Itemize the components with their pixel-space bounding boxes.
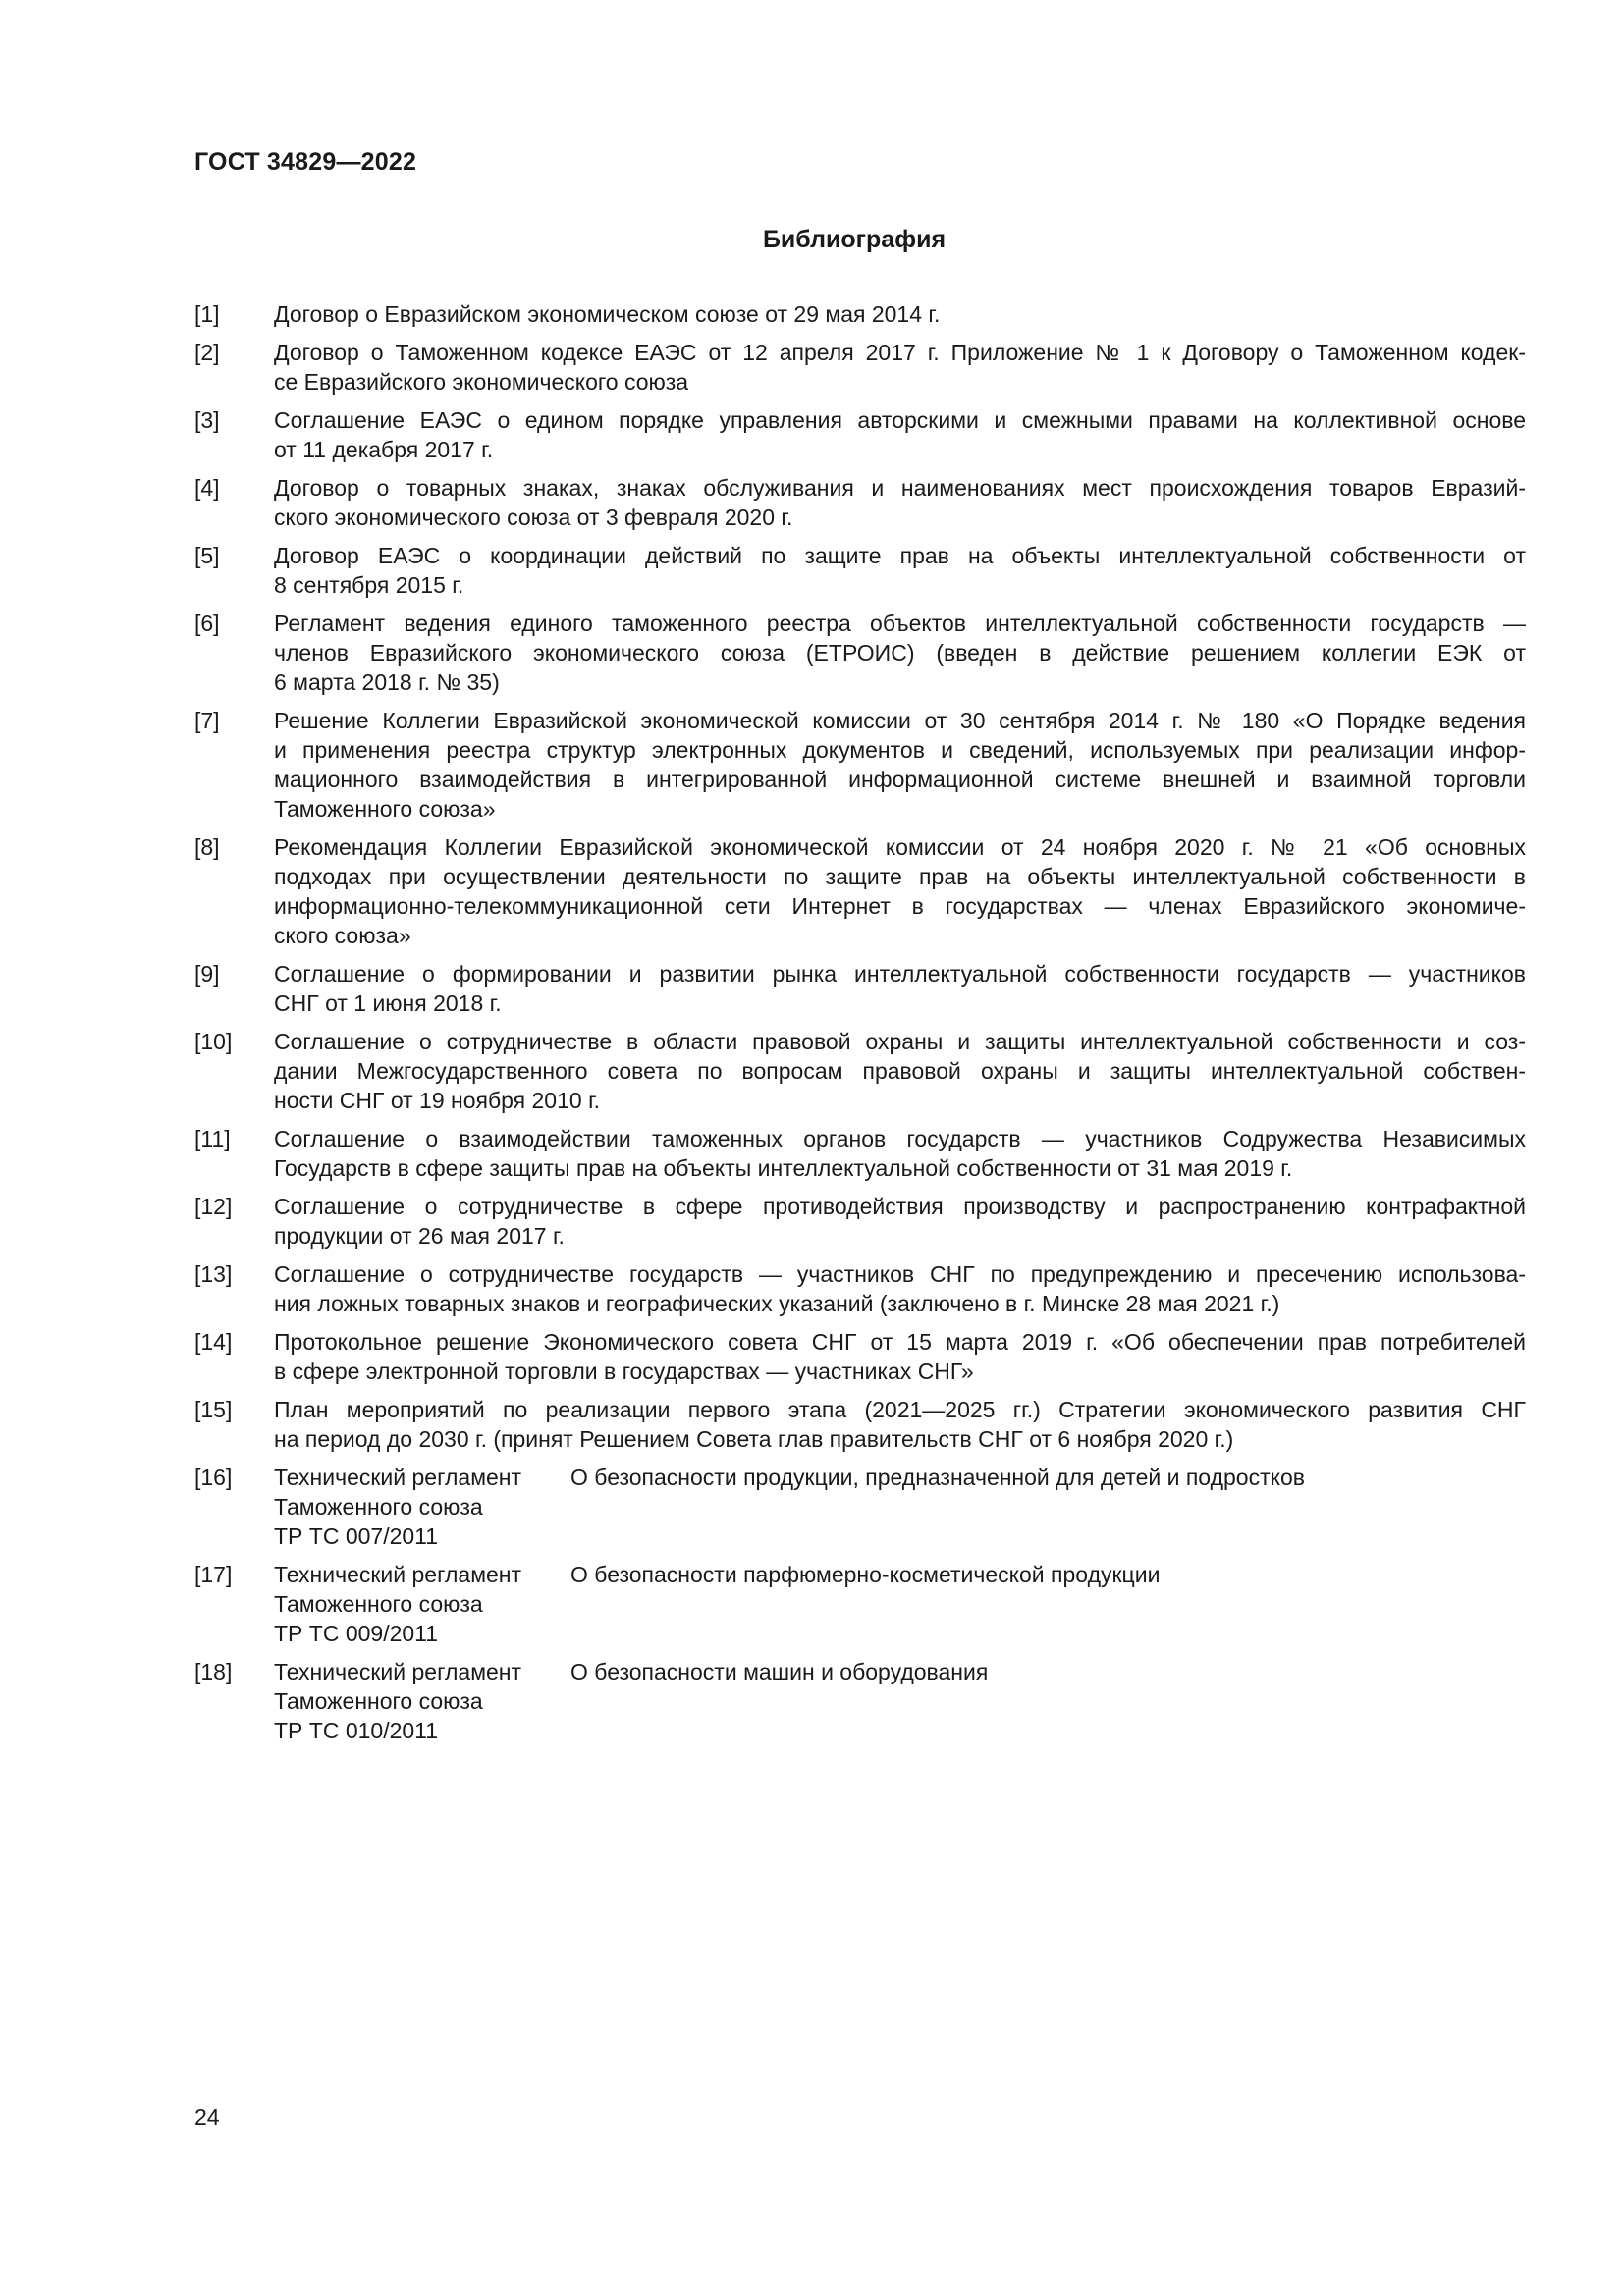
regulation-name-line: Таможенного союза xyxy=(274,1494,483,1520)
entry-text xyxy=(274,473,1526,532)
bibliography-entry xyxy=(194,1124,1526,1183)
entry-text xyxy=(274,1027,1526,1115)
entry-line: Регламент ведения единого таможенного реестра объектов интеллектуальной собственности государств — xyxy=(274,611,1526,636)
entry-text xyxy=(274,1657,1526,1745)
entry-text xyxy=(274,1327,1526,1386)
entry-number: [12] xyxy=(194,1194,233,1219)
entry-text xyxy=(274,1463,1526,1551)
bibliography-entry xyxy=(194,1395,1526,1454)
entry-number: [2] xyxy=(194,340,220,365)
regulation-name-line: Технический регламент xyxy=(274,1562,522,1587)
entry-line: дании Межгосударственного совета по вопросам правовой охраны и защиты интеллектуальной собствен- xyxy=(274,1058,1526,1084)
entry-line: Договор о Таможенном кодексе ЕАЭС от 12 апреля 2017 г. Приложение № 1 к Договору о Таможенном кодек- xyxy=(274,340,1526,365)
entry-number: [16] xyxy=(194,1465,233,1490)
entry-line: Договор о Евразийском экономическом союзе от 29 мая 2014 г. xyxy=(274,301,941,327)
technical-regulation-entry xyxy=(194,1560,1526,1648)
entry-number: [10] xyxy=(194,1029,233,1054)
entry-line: Государств в сфере защиты прав на объекты интеллектуальной собственности от 31 мая 2019 г. xyxy=(274,1155,1293,1181)
entry-line: ности СНГ от 19 ноября 2010 г. xyxy=(274,1088,601,1113)
regulation-code: ТР ТС 010/2011 xyxy=(274,1718,439,1743)
entry-line: членов Евразийского экономического союза (ЕТРОИС) (введен в действие решением коллегии ЕЭК от xyxy=(274,640,1526,666)
entry-number: [5] xyxy=(194,543,220,568)
entry-line: Соглашение ЕАЭС о едином порядке управления авторскими и смежными правами на коллективной основе xyxy=(274,407,1526,433)
entry-line: в сфере электронной торговли в государствах — участниках СНГ» xyxy=(274,1359,974,1384)
entry-line: ния ложных товарных знаков и географических указаний (заключено в г. Минске 28 мая 2021 г.) xyxy=(274,1291,1280,1316)
entry-text xyxy=(274,959,1526,1018)
entry-number: [7] xyxy=(194,708,220,733)
regulation-name xyxy=(274,1463,570,1551)
entry-number: [15] xyxy=(194,1397,233,1422)
regulation-title: О безопасности продукции, предназначенной для детей и подростков xyxy=(570,1465,1305,1490)
entry-text xyxy=(274,1259,1526,1318)
bibliography-entry xyxy=(194,959,1526,1018)
entry-line: 6 марта 2018 г. № 35) xyxy=(274,669,500,695)
entry-number: [6] xyxy=(194,611,220,636)
bibliography-entry xyxy=(194,473,1526,532)
bibliography-entry xyxy=(194,1327,1526,1386)
bibliography-entry xyxy=(194,1192,1526,1251)
bibliography-entry xyxy=(194,609,1526,697)
entry-line: Соглашение о сотрудничестве государств — участников СНГ по предупреждению и пресечению использова- xyxy=(274,1261,1526,1287)
regulation-title: О безопасности машин и оборудования xyxy=(570,1659,989,1684)
entry-text xyxy=(274,1560,1526,1648)
entry-line: План мероприятий по реализации первого этапа (2021—2025 гг.) Стратегии экономического развития СНГ xyxy=(274,1397,1526,1422)
entry-line: от 11 декабря 2017 г. xyxy=(274,437,494,462)
regulation-code: ТР ТС 007/2011 xyxy=(274,1523,439,1549)
regulation-name-line: Технический регламент xyxy=(274,1465,522,1490)
entry-line: и применения реестра структур электронных документов и сведений, используемых при реализации инфор- xyxy=(274,737,1526,763)
entry-line: 8 сентября 2015 г. xyxy=(274,572,464,598)
entry-line: Соглашение о формировании и развитии рынка интеллектуальной собственности государств — участников xyxy=(274,961,1526,987)
entry-line: Протокольное решение Экономического совета СНГ от 15 марта 2019 г. «Об обеспечении прав потребителей xyxy=(274,1329,1526,1355)
entry-number: [13] xyxy=(194,1261,233,1287)
entry-number: [14] xyxy=(194,1329,233,1355)
entry-number: [9] xyxy=(194,961,220,987)
entry-text xyxy=(274,299,1526,329)
page-number: 24 xyxy=(194,2105,220,2130)
regulation-title: О безопасности парфюмерно-косметической продукции xyxy=(570,1562,1161,1587)
section-title: Библиография xyxy=(762,226,947,253)
entry-line: Соглашение о сотрудничестве в области правовой охраны и защиты интеллектуальной собственности и соз- xyxy=(274,1029,1526,1054)
bibliography-list xyxy=(194,299,1526,1754)
entry-text xyxy=(274,832,1526,950)
entry-text xyxy=(274,1124,1526,1183)
entry-number: [3] xyxy=(194,407,220,433)
entry-line: Рекомендация Коллегии Евразийской экономической комиссии от 24 ноября 2020 г. № 21 «Об основных xyxy=(274,834,1526,860)
technical-regulation-entry xyxy=(194,1463,1526,1551)
bibliography-entry xyxy=(194,541,1526,600)
entry-line: Соглашение о сотрудничестве в сфере противодействия производству и распространению контрафактной xyxy=(274,1194,1526,1219)
bibliography-entry xyxy=(194,1027,1526,1115)
entry-text xyxy=(274,338,1526,397)
technical-regulation-entry xyxy=(194,1657,1526,1745)
entry-number: [18] xyxy=(194,1659,233,1684)
regulation-name-line: Таможенного союза xyxy=(274,1688,483,1714)
entry-text xyxy=(274,1395,1526,1454)
entry-line: мационного взаимодействия в интегрированной информационной системе внешней и взаимной торговли xyxy=(274,767,1526,792)
regulation-name xyxy=(274,1657,570,1745)
regulation-code: ТР ТС 009/2011 xyxy=(274,1621,439,1646)
entry-number: [17] xyxy=(194,1562,233,1587)
regulation-name-line: Технический регламент xyxy=(274,1659,522,1684)
bibliography-entry xyxy=(194,338,1526,397)
entry-line: Решение Коллегии Евразийской экономической комиссии от 30 сентября 2014 г. № 180 «О Порядке ведения xyxy=(274,708,1526,733)
entry-line: Договор о товарных знаках, знаках обслуживания и наименованиях мест происхождения товаров Евразий- xyxy=(274,475,1526,501)
entry-number: [1] xyxy=(194,301,220,327)
entry-text xyxy=(274,405,1526,464)
entry-line: на период до 2030 г. (принят Решением Совета глав правительств СНГ от 6 ноября 2020 г.) xyxy=(274,1426,1234,1452)
entry-text xyxy=(274,1192,1526,1251)
entry-number: [11] xyxy=(194,1126,231,1151)
entry-line: ского союза» xyxy=(274,923,411,948)
bibliography-entry xyxy=(194,706,1526,824)
regulation-name xyxy=(274,1560,570,1648)
entry-text xyxy=(274,706,1526,824)
entry-number: [8] xyxy=(194,834,220,860)
entry-line: се Евразийского экономического союза xyxy=(274,369,689,395)
document-code: ГОСТ 34829—2022 xyxy=(194,148,417,176)
regulation-name-line: Таможенного союза xyxy=(274,1591,483,1617)
bibliography-entry xyxy=(194,832,1526,950)
bibliography-entry xyxy=(194,405,1526,464)
bibliography-entry xyxy=(194,1259,1526,1318)
entry-line: Таможенного союза» xyxy=(274,796,496,822)
entry-text xyxy=(274,609,1526,697)
entry-line: подходах при осуществлении деятельности по защите прав на объекты интеллектуальной собственности в xyxy=(274,864,1526,889)
entry-number: [4] xyxy=(194,475,220,501)
entry-line: информационно-телекоммуникационной сети Интернет в государствах — членах Евразийского экономиче- xyxy=(274,893,1526,919)
entry-line: продукции от 26 мая 2017 г. xyxy=(274,1223,565,1249)
bibliography-entry xyxy=(194,299,1526,329)
entry-text xyxy=(274,541,1526,600)
entry-line: Соглашение о взаимодействии таможенных органов государств — участников Содружества Независимых xyxy=(274,1126,1526,1151)
entry-line: СНГ от 1 июня 2018 г. xyxy=(274,990,502,1016)
entry-line: ского экономического союза от 3 февраля 2020 г. xyxy=(274,505,793,530)
entry-line: Договор ЕАЭС о координации действий по защите прав на объекты интеллектуальной собственности от xyxy=(274,543,1526,568)
